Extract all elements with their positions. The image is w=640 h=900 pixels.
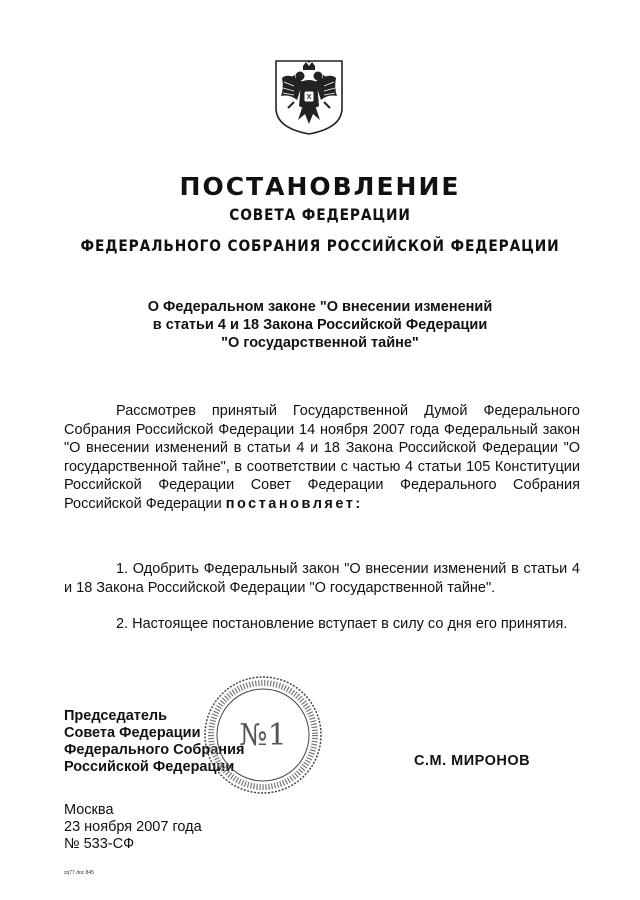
signer-position-line-4: Российской Федерации	[64, 759, 235, 775]
resolution-item-2: 2. Настоящее постановление вступает в силу со дня его принятия.	[116, 616, 568, 632]
coat-of-arms-icon	[272, 58, 346, 136]
signer-position-line-3: Федерального Собрания	[64, 742, 245, 758]
stamp-number: №1	[239, 718, 287, 753]
date: 23 ноября 2007 года	[64, 819, 202, 835]
signer-position-line-2: Совета Федерации	[64, 725, 201, 741]
resolution-item-1: 1. Одобрить Федеральный закон "О внесении изменений в статьи 4 и 18 Закона Российской Федерации "О государственной тайне".	[64, 561, 580, 596]
signer-name: С.М. МИРОНОВ	[414, 753, 531, 769]
subject-line-3: "О государственной тайне"	[221, 335, 419, 351]
subject-line-2: в статьи 4 и 18 Закона Российской Федерации	[152, 317, 488, 333]
subject-line-1: О Федеральном законе "О внесении изменений	[147, 299, 493, 315]
decides-keyword: постановляет:	[225, 495, 363, 512]
footer-code: zq77 doc 845	[64, 870, 95, 876]
preamble-paragraph	[64, 402, 580, 513]
official-stamp	[200, 672, 326, 798]
place: Москва	[64, 802, 114, 818]
place-date-block	[64, 802, 202, 853]
document-number: № 533-СФ	[64, 836, 135, 852]
document-subject	[0, 298, 640, 352]
preamble-text: Рассмотрев принятый Государственной Думой Федерального Собрания Российской Федерации 14 ноября 2007 года Федеральный закон "О внесении изменений в статьи 4 и 18 Закона Российской Федерации "О государственной тайне", в соответствии с частью 4 статьи 105 Конституции Российской Федерации Совет Федерации Федерального Собрания Российской Федерации	[64, 403, 580, 512]
document-title: ПОСТАНОВЛЕНИЕ	[179, 172, 461, 201]
signer-position-line-1: Председатель	[64, 708, 168, 724]
issuer-line-1: СОВЕТА ФЕДЕРАЦИИ	[229, 205, 411, 224]
issuer-line-2: ФЕДЕРАЛЬНОГО СОБРАНИЯ РОССИЙСКОЙ ФЕДЕРАЦИИ	[80, 236, 560, 255]
